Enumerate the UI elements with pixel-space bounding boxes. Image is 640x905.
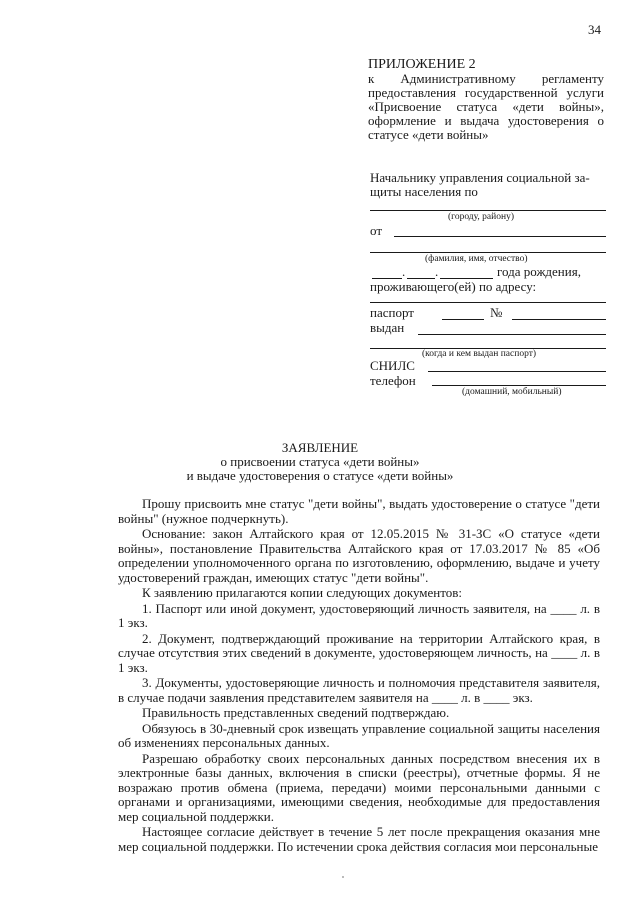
appendix-text: к Административному регламенту предоставления государственной услуги «Присвоение статуса «дети войны», оформление и выдача удостоверения о статусе «дети войны» (368, 71, 604, 142)
body-paragraph: 3. Документы, удостоверяющие личность и полномочия представителя заявителя, в случае подачи заявления представителем заявителя на ____ л. в ____ экз. (118, 675, 600, 705)
birth-separator: . (435, 264, 439, 279)
snils-label: СНИЛС (370, 358, 415, 373)
birth-label: года рождения, (497, 264, 581, 279)
phone-field[interactable] (432, 385, 606, 386)
fio-caption: (фамилия, имя, отчество) (425, 254, 528, 264)
address-field[interactable] (370, 302, 606, 303)
body-paragraph: Обязуюсь в 30-дневный срок извещать управление социальной защиты населения об изменениях персональных данных. (118, 720, 600, 750)
document-body (118, 497, 600, 855)
addressee-line1: Начальнику управления социальной за- (370, 170, 590, 185)
passport-series-field[interactable] (442, 319, 484, 320)
fio-field-2[interactable] (370, 252, 606, 253)
document-subtitle-2: и выдаче удостоверения о статусе «дети войны» (186, 468, 454, 483)
snils-field[interactable] (428, 371, 606, 372)
passport-label: паспорт (370, 305, 414, 320)
issued-field-1[interactable] (418, 334, 606, 335)
document-heading: ЗАЯВЛЕНИЕ (281, 440, 359, 455)
addressee-line2: щиты населения по (370, 184, 478, 199)
body-paragraph: Разрешаю обработку своих персональных данных посредством внесения их в электронные базы данных, включения в списки (реестры), отчетные формы. Я не возражаю против обмена (приема, передачи) моими персональными данными с органами и организациями, имеющими сведения, необходимые для предоставления мер социальной поддержки. (118, 750, 600, 824)
scan-speck (342, 876, 344, 878)
birth-separator: . (402, 264, 406, 279)
body-paragraph: Основание: закон Алтайского края от 12.05.2015 № 31-ЗС «О статусе «дети войны», постановление Правительства Алтайского края от 17.03.2017 № 85 «Об определении уполномоченного органа по изготовлению, оформлению, выдаче и учету удостоверений граждан, имеющих статус "дети войны". (118, 526, 600, 585)
number-label: № (490, 305, 503, 320)
body-paragraph: 1. Паспорт или иной документ, удостоверяющий личность заявителя, на ____ л. в 1 экз. (118, 600, 600, 630)
body-paragraph: Настоящее согласие действует в течение 5 лет после прекращения оказания мне мер социальной поддержки. По истечении срока действия согласия мои персональные (118, 824, 600, 854)
phone-label: телефон (370, 373, 416, 388)
body-paragraph: Правильность представленных сведений подтверждаю. (142, 705, 450, 720)
body-paragraph: К заявлению прилагаются копии следующих документов: (142, 585, 463, 600)
city-field[interactable] (370, 210, 606, 211)
issued-label: выдан (370, 320, 405, 335)
from-label: от (370, 223, 383, 238)
city-caption: (городу, району) (448, 212, 514, 222)
appendix-title: ПРИЛОЖЕНИЕ 2 (368, 57, 476, 72)
appendix-block (368, 58, 604, 142)
passport-number-field[interactable] (512, 319, 606, 320)
document-subtitle-1: о присвоении статуса «дети войны» (220, 454, 420, 469)
body-paragraph: Прошу присвоить мне статус "дети войны", выдать удостоверение о статусе "дети войны" (нужное подчеркнуть). (118, 496, 600, 526)
page-number: 34 (588, 22, 601, 37)
body-paragraph: 2. Документ, подтверждающий проживание на территории Алтайского края, в случае отсутствия этих сведений в документе, удостоверяющем личность, на ____ л. в 1 экз. (118, 630, 600, 675)
residence-label: проживающего(ей) по адресу: (370, 279, 537, 294)
phone-caption: (домашний, мобильный) (462, 387, 562, 397)
fio-field-1[interactable] (394, 236, 606, 237)
issued-caption: (когда и кем выдан паспорт) (422, 349, 537, 359)
